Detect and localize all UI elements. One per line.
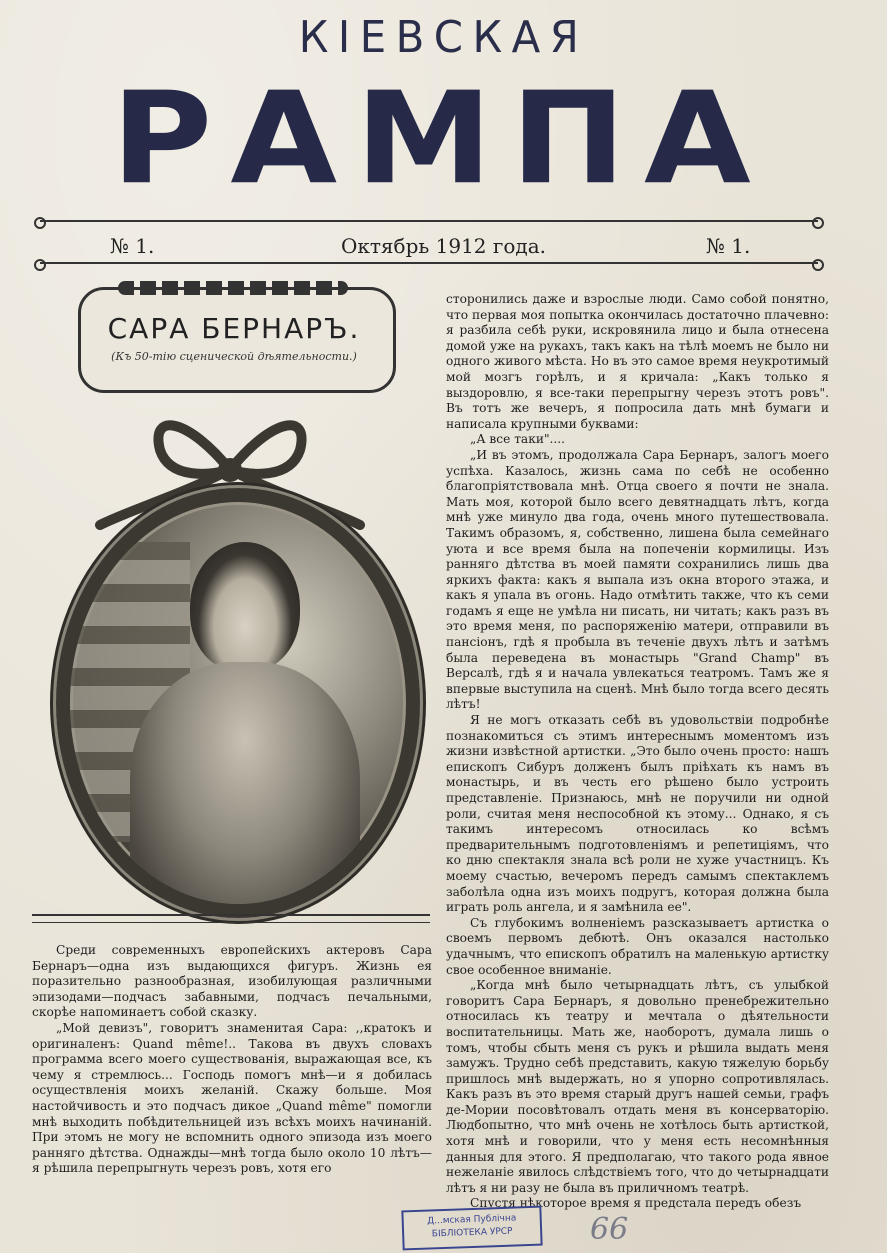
library-stamp (401, 1206, 542, 1251)
paragraph: Съ глубокимъ волненіемъ разсказываетъ артистка о своемъ первомъ дебютѣ. Онъ оказался настолько удачнымъ, что епископъ обратилъ на маленькую артистку свое особенное вниманіе. (446, 915, 829, 977)
right-column-text (446, 292, 829, 1212)
paragraph: „А все таки".... (470, 432, 566, 447)
article-subtitle: (Къ 50-тію сценической дѣятельности.) (111, 350, 357, 363)
header-rule-bottom (40, 262, 818, 264)
portrait-head (190, 542, 300, 672)
issue-number-right: № 1. (706, 234, 751, 258)
issue-number-left: № 1. (110, 234, 155, 258)
stamp-line: БІБЛІОТЕКА УРСР (431, 1226, 513, 1240)
handwritten-shelf-mark: 66 (590, 1212, 629, 1247)
paragraph: Спустя нѣкоторое время я предстала передъ обезъ (470, 1196, 802, 1211)
paragraph: Я не могъ отказать себѣ въ удовольствіи подробнѣе познакомиться съ этимъ интереснымъ моментомъ изъ жизни извѣстной артистки. „Это было очень просто: нашъ епископъ Сибуръ долженъ былъ пріѣхать къ намъ въ монастырь, и въ честь его рѣшено было устроить представленіе. Признаюсь, мнѣ не поручили ни одной роли, считая меня неспособной къ этому... Однако, я съ такимъ интересомъ относилась ко всѣмъ предварительнымъ подготовленіямъ и репетиціямъ, что ко дню спектакля знала всѣ роли не хуже участницъ. Къ моему счастью, вечеромъ передъ самымъ спектаклемъ заболѣла одна изъ моихъ подругъ, которая должна была играть роль ангела, и я замѣнила ее". (446, 713, 829, 915)
paragraph: „Когда мнѣ было четырнадцать лѣтъ, съ улыбкой говоритъ Сара Бернаръ, я довольно пренебрежительно относилась къ театру и мечтала о дѣятельности воспитательницы. Мать же, наоборотъ, думала лишь о томъ, чтобы сбыть меня съ рукъ и рѣшила выдать меня замужъ. Трудно себѣ представить, какую тяжелую борьбу пришлось мнѣ выдержать, но я упорно сопротивлялась. Какъ разъ въ это время старый другъ нашей семьи, графъ де-Мории посовѣтовалъ отдать меня въ консерваторію. Людбопытно, что мнѣ очень не хотѣлось быть артисткой, хотя мнѣ и говорили, что у меня есть несомнѣнныя данныя для этого. Я предполагаю, что такого рода явное нежеланіе явилось слѣдствіемъ того, что до четырнадцати лѣтъ я ни разу не была въ приличномъ театрѣ. (446, 978, 829, 1195)
portrait-body (130, 662, 360, 918)
column-divider-rule (32, 914, 430, 923)
masthead-city: КІЕВСКАЯ (298, 12, 589, 63)
paragraph: „И въ этомъ, продолжала Сара Бернаръ, залогъ моего успѣха. Казалось, жизнь сама по себѣ не особенно благопріятствовала мнѣ. Отца своего я почти не знала. Мать моя, которой было всего девятнадцать лѣтъ, когда мнѣ уже минуло два года, очень много путешествовала. Такимъ образомъ, я, собственно, лишена была семейнаго уюта и все время была на попеченіи кормилицы. Изъ ранняго дѣтства въ моей памяти сохранились лишь два яркихъ факта: какъ я выпала изъ окна второго этажа, и какъ я упала въ огонь. Надо отмѣтить также, что къ семи годамъ я еще не умѣла ни писать, ни читать; какъ разъ въ это время меня, по распоряженію матери, отправили въ пансіонъ, гдѣ я пробыла въ теченіе двухъ лѣтъ и затѣмъ была переведена въ монастырь "Grand Champ" въ Версалѣ, гдѣ я и начала увлекаться театромъ. Тамъ же я впервые выступила на сценѣ. Мнѣ было тогда всего десять лѣтъ! (446, 447, 829, 712)
paragraph: сторонились даже и взрослые люди. Само собой понятно, что первая моя попытка окончилась достаточно плачевно: я разбила себѣ руки, искровянила лицо и была отнесена домой уже на рукахъ, такъ какъ на тѣлѣ моемъ не было ни одного живого мѣста. Но въ это самое время неукротимый мой мозгъ горѣлъ, и я кричала: „Какъ только я выздоровлю, я все-таки перепрыгну черезъ этотъ ровъ". Въ тотъ же вечеръ, я попросила дать мнѣ бумаги и написала крупными буквами: (446, 292, 829, 431)
stamp-line: Д...мская Публічна (426, 1213, 517, 1227)
left-column-text (32, 943, 432, 1177)
header-rule-top (40, 220, 818, 222)
issue-date: Октябрь 1912 года. (340, 234, 547, 258)
article-title: САРА БЕРНАРЪ. (107, 312, 361, 345)
paragraph: Среди современныхъ европейскихъ актеровъ Сара Бернаръ—одна изъ выдающихся фигуръ. Жизнь ея поразительно разнообразная, изобилующая различными эпизодами—подчасъ забавными, подчасъ печальными, скорѣе напоминаетъ собой сказку. (32, 943, 432, 1020)
paragraph: „Мой девизъ", говоритъ знаменитая Сара: ,,кратокъ и оригиналенъ: Quand même!.. Такова въ двухъ словахъ программа всего моего существованія, выражающая все, къ чему я стремлюсь... Господь помогъ мнѣ—и я добилась осуществленія моихъ желаній. Скажу больше. Моя настойчивость и это подчасъ дикое „Quand même" помогли мнѣ выходить побѣдительницей изъ всѣхъ моихъ начинаній. При этомъ не могу не вспомнить одного эпизода изъ моего ранняго дѣтства. Однажды—мнѣ тогда было около 10 лѣтъ—я рѣшила перепрыгнуть черезъ ровъ, хотя его (32, 1020, 432, 1176)
oval-portrait-frame (56, 488, 420, 918)
title-ornament (118, 281, 348, 295)
masthead-title: РАМПА (111, 64, 769, 213)
portrait-illustration (40, 400, 420, 900)
